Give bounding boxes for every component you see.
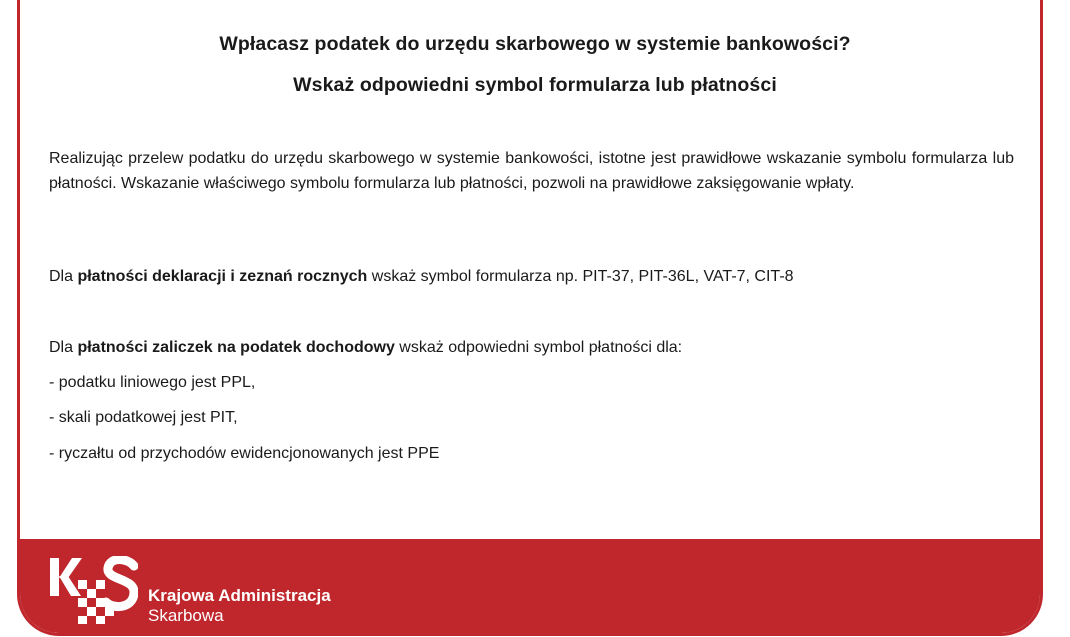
org-name [148, 586, 331, 626]
kas-logo-icon [48, 556, 138, 624]
list-item-pit: - skali podatkowej jest PIT, [49, 409, 238, 426]
org-name-line1: Krajowa Administracja [148, 586, 331, 605]
advance-bold: płatności zaliczek na podatek dochodowy [77, 339, 395, 356]
annual-bold: płatności deklaracji i zeznań rocznych [77, 268, 368, 285]
org-name-line2: Skarbowa [148, 606, 224, 625]
annual-prefix: Dla [49, 268, 78, 285]
advance-prefix: Dla [49, 339, 78, 356]
annual-suffix: wskaż symbol formularza np. PIT-37, PIT-36L, VAT-7, CIT-8 [367, 268, 794, 285]
page-title: Wpłacasz podatek do urzędu skarbowego w systemie bankowości? [219, 33, 851, 55]
page-subtitle: Wskaż odpowiedni symbol formularza lub płatności [293, 74, 777, 96]
annual-payment-line [49, 268, 794, 286]
advance-payment-line [49, 339, 682, 357]
intro-paragraph: Realizując przelew podatku do urzędu skarbowego w systemie bankowości, istotne jest prawidłowe wskazanie symbolu formularza lub płatności. Wskazanie właściwego symbolu formularza lub płatności, pozwoli na prawidłowe zaksięgowanie wpłaty. [49, 150, 1014, 192]
list-item-ppl: - podatku liniowego jest PPL, [49, 374, 256, 391]
advance-suffix: wskaż odpowiedni symbol płatności dla: [394, 339, 683, 356]
list-item-ppe: - ryczałtu od przychodów ewidencjonowanych jest PPE [49, 445, 440, 462]
